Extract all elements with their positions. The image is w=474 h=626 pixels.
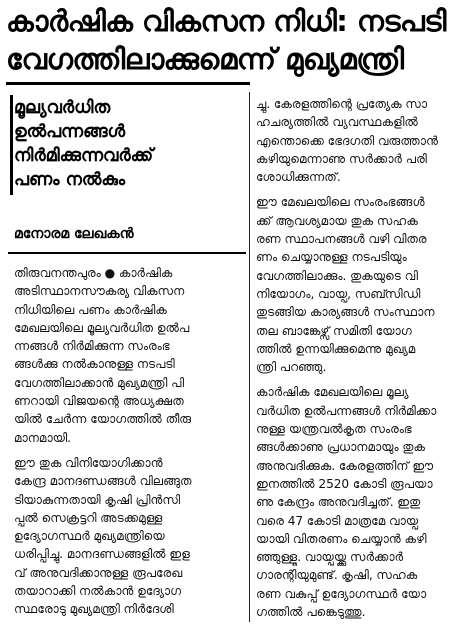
paragraph xyxy=(14,264,244,447)
text-line: ഈ തുക വിനിയോഗിക്കാൻ xyxy=(14,455,163,470)
text-line: ഗാരന്റിയുമുണ്ട്. കൃഷി, സഹക xyxy=(256,568,418,583)
byline-rule xyxy=(8,252,246,254)
subheadline xyxy=(14,96,244,192)
paragraph xyxy=(14,454,244,619)
paragraph xyxy=(256,193,468,376)
text-line: വേഗത്തിലാക്കും. തുകയുടെ വി xyxy=(256,268,418,283)
text-line: പ്പൽ സെക്രട്ടറി അടക്കമുള്ള xyxy=(14,510,163,525)
text-line: ഉദ്യോഗസ്ഥർ മുഖ്യമന്ത്രിയെ xyxy=(14,529,165,544)
text-line: വർധിത ഉൽപന്നങ്ങൾ നിർമിക്കാ xyxy=(256,403,437,418)
text-line: വ് അനുവദിക്കാനുള്ള രൂപരേഖ xyxy=(14,565,183,580)
paragraph-gap xyxy=(14,447,244,454)
article-column-right xyxy=(256,95,468,621)
paragraph-gap xyxy=(256,186,468,193)
text-line: ശോധിക്കുന്നത്. xyxy=(256,170,341,185)
text-line: അനുവദിക്കുക. കേരളത്തിന് ഈ xyxy=(256,458,434,473)
text-line: രണ സ്ഥാപനങ്ങൾ വഴി വിതര xyxy=(256,232,427,247)
paragraph-gap xyxy=(256,376,468,383)
column-divider xyxy=(249,92,250,622)
text-line: യായി വിതരണം ചെയ്യാൻ കഴി xyxy=(256,531,427,546)
subhead-line-1: മൂല്യവർധിത xyxy=(14,98,111,118)
paragraph xyxy=(256,95,468,186)
headline-rule xyxy=(6,82,250,85)
text-line: ഇനത്തിൽ 2520 കോടി രൂപയാ xyxy=(256,476,433,491)
text-line: ണം ചെയ്യാനുള്ള നടപടിയും xyxy=(256,250,407,265)
text-line: വേഗത്തിലാക്കാൻ മുഖ്യമന്ത്രി പി xyxy=(14,375,185,390)
text-line: ക്ക് ആവശ്യമായ തുക സഹക xyxy=(256,213,418,228)
text-line: ങ്ങൾക്കാണു പ്രധാനമായും തുക xyxy=(256,440,426,455)
text-line: ണു കേന്ദ്രം അനുവദിച്ചത്. ഇതു xyxy=(256,495,421,510)
text-line: സ്ഥരോടു മുഖ്യമന്ത്രി നിർദേശി xyxy=(14,602,174,617)
text-line: ണറായി വിജയന്റെ അധ്യക്ഷത xyxy=(14,394,184,409)
text-line: തയാറാക്കി നൽകാൻ ഉദ്യോഗ xyxy=(14,584,182,599)
text-line: ങ്ങൾക്കു നൽകാനുള്ള നടപടി xyxy=(14,357,175,372)
text-line: രണ വകുപ്പ് ഉദ്യോഗസ്ഥർ യോ xyxy=(256,586,427,601)
subhead-line-3: നിർമിക്കുന്നവർക്ക് xyxy=(14,146,154,166)
text-line: ത്തിൽ ഉന്നയിക്കുമെന്നു മുഖ്യമ xyxy=(256,341,416,356)
text-line: മാനമായി. xyxy=(14,430,71,445)
byline: മനോരമ ലേഖകൻ xyxy=(14,226,134,242)
text-line: എന്തൊക്കെ ഭേദഗതി വരുത്താൻ xyxy=(256,133,438,148)
headline xyxy=(6,2,468,78)
text-line: തുടങ്ങിയ കാര്യങ്ങൾ സംസ്ഥാന xyxy=(256,305,435,320)
text-line: നിയോഗം, വായ്പ, സബ്സിഡി xyxy=(256,286,421,301)
text-line: മേഖലയിലെ മൂല്യവർധിത ഉൽപ xyxy=(14,320,190,335)
text-line: നിധിയിലെ പണം കാർഷിക xyxy=(14,302,167,317)
subhead-line-2: ഉൽപന്നങ്ങൾ xyxy=(14,122,126,142)
article-column-left xyxy=(14,264,244,619)
paragraph xyxy=(256,383,468,621)
text-line: കാർഷിക മേഖലയിലെ മൂല്യ xyxy=(256,385,409,400)
text-line: ച്ചു. കേരളത്തിന്റെ പ്രത്യേക സാ xyxy=(256,97,428,111)
text-line: ഗത്തിൽ പങ്കെടുത്തു. xyxy=(256,605,366,620)
text-line: ന്നങ്ങൾ നിർമിക്കുന്ന സംരംഭ xyxy=(14,339,170,354)
text-line: നുള്ള യന്ത്രവൽകൃത സംരംഭ xyxy=(256,422,412,437)
text-line: ഞ്ഞുള്ളൂ. വായ്പയ്ക്കു സർക്കാർ xyxy=(256,550,404,565)
text-line: ടിയാകുന്നതായി കൃഷി പ്രിൻസി xyxy=(14,492,181,507)
text-line: കഴിയുമെന്നാണു സർക്കാർ പരി xyxy=(256,151,427,166)
headline-line-1: കാർഷിക വികസന നിധി: നടപടി xyxy=(6,4,446,38)
text-line: ഈ മേഖലയിലെ സംരംഭങ്ങൾ xyxy=(256,195,425,210)
headline-line-2: വേഗത്തിലാക്കുമെന്ന് മുഖ്യമന്ത്രി xyxy=(6,42,404,76)
text-line: ന്ത്രി പറഞ്ഞു. xyxy=(256,360,327,375)
text-line: വരെ 47 കോടി മാത്രമേ വായ്പ xyxy=(256,513,419,528)
text-line: തിരുവനന്തപുരം ● കാർഷിക xyxy=(14,266,173,280)
text-line: യിൽ ചേർന്ന യോഗത്തിൽ തീരു xyxy=(14,412,192,427)
subhead-line-4: പണം നൽകും xyxy=(14,170,126,190)
text-line: അടിസ്ഥാനസൗകര്യ വികസന xyxy=(14,284,185,299)
text-line: ധരിപ്പിച്ചു. മാനദണ്ഡങ്ങളിൽ ഇള xyxy=(14,547,190,562)
text-line: കേന്ദ്ര മാനദണ്ഡങ്ങൾ വിലങ്ങുത xyxy=(14,474,192,489)
subhead-accent-bar xyxy=(10,95,13,195)
text-line: ഹചര്യത്തിൽ വ്യവസ്ഥകളിൽ xyxy=(256,115,418,130)
text-line: തല ബാങ്കേഴ്സ് സമിതി യോഗ xyxy=(256,323,412,338)
